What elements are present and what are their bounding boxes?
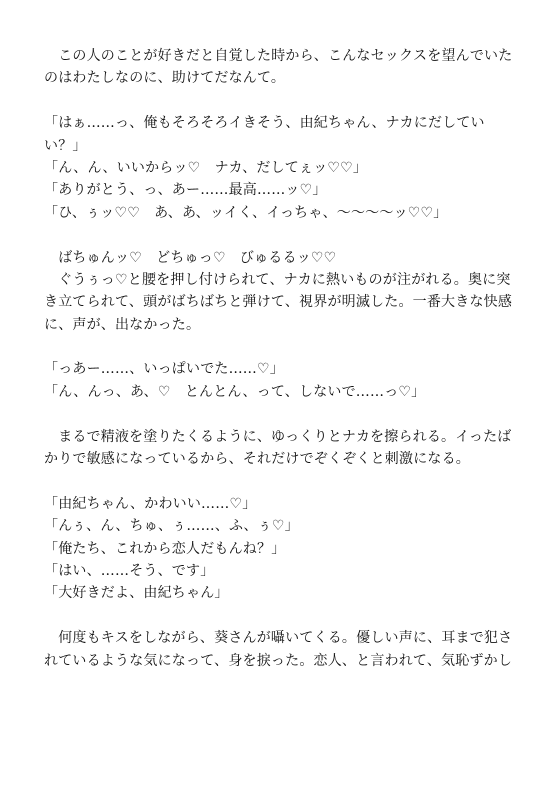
text-line: 何度もキスをしながら、葵さんが囁いてくる。優しい声に、耳まで犯さ [44,630,513,647]
text-line: に、声が、出なかった。 [44,316,201,333]
text-line: ばちゅんッ♡ どちゅっ♡ びゅるるッ♡♡ [44,249,337,266]
text-line: ぐうぅっ♡と腰を押し付けられて、ナカに熱いものが注がれる。奥に突 [44,271,511,288]
blank-line [44,605,514,627]
text-line: れているような気になって、身を捩った。恋人、と言われて、気恥ずかし [44,652,513,669]
text-line: 「ひ、ぅッ♡♡ あ、あ、ッイく、イっちゃ、〜〜〜〜ッ♡♡」 [44,204,448,221]
text-line: 「ん、ん、いいからッ♡ ナカ、だしてぇッ♡♡」 [44,159,368,176]
blank-line [44,224,514,246]
text-line: 「俺たち、これから恋人だもんね？」 [44,540,286,557]
text-line: 「っあー……、いっぱいでた……♡」 [44,361,284,378]
text-line: 「はい、……そう、です」 [44,562,215,579]
text-line: 「ん、んっ、あ、♡ とんとん、って、しないで……っ♡」 [44,383,426,400]
text-line: い？」 [44,137,87,154]
text-line: まるで精液を塗りたくるように、ゆっくりとナカを擦られる。イったば [44,428,512,445]
blank-line [44,470,514,492]
text-line: 「大好きだよ、由紀ちゃん」 [44,585,229,602]
blank-line [44,336,514,358]
blank-line [44,403,514,425]
text-line: 「由紀ちゃん、かわいい……♡」 [44,495,257,512]
text-line: かりで敏感になっているから、それだけでぞくぞくと刺激になる。 [44,451,470,468]
blank-line [44,90,514,112]
text-line: き立てられて、頭がばちばちと弾けて、視界が明滅した。一番大きな快感 [44,294,513,311]
text-line: 「はぁ……っ、俺もそろそろイきそう、由紀ちゃん、ナカにだしてい [44,115,485,132]
text-line: この人のことが好きだと自覚した時から、こんなセックスを望んでいた [44,48,513,64]
document-body [44,45,514,672]
text-line: のはわたしなのに、助けてだなんて。 [44,70,286,87]
text-line: 「んぅ、ん、ちゅ、ぅ……、ふ、ぅ♡」 [44,518,299,535]
text-line: 「ありがとう、っ、あー……最高……ッ♡」 [44,182,327,199]
